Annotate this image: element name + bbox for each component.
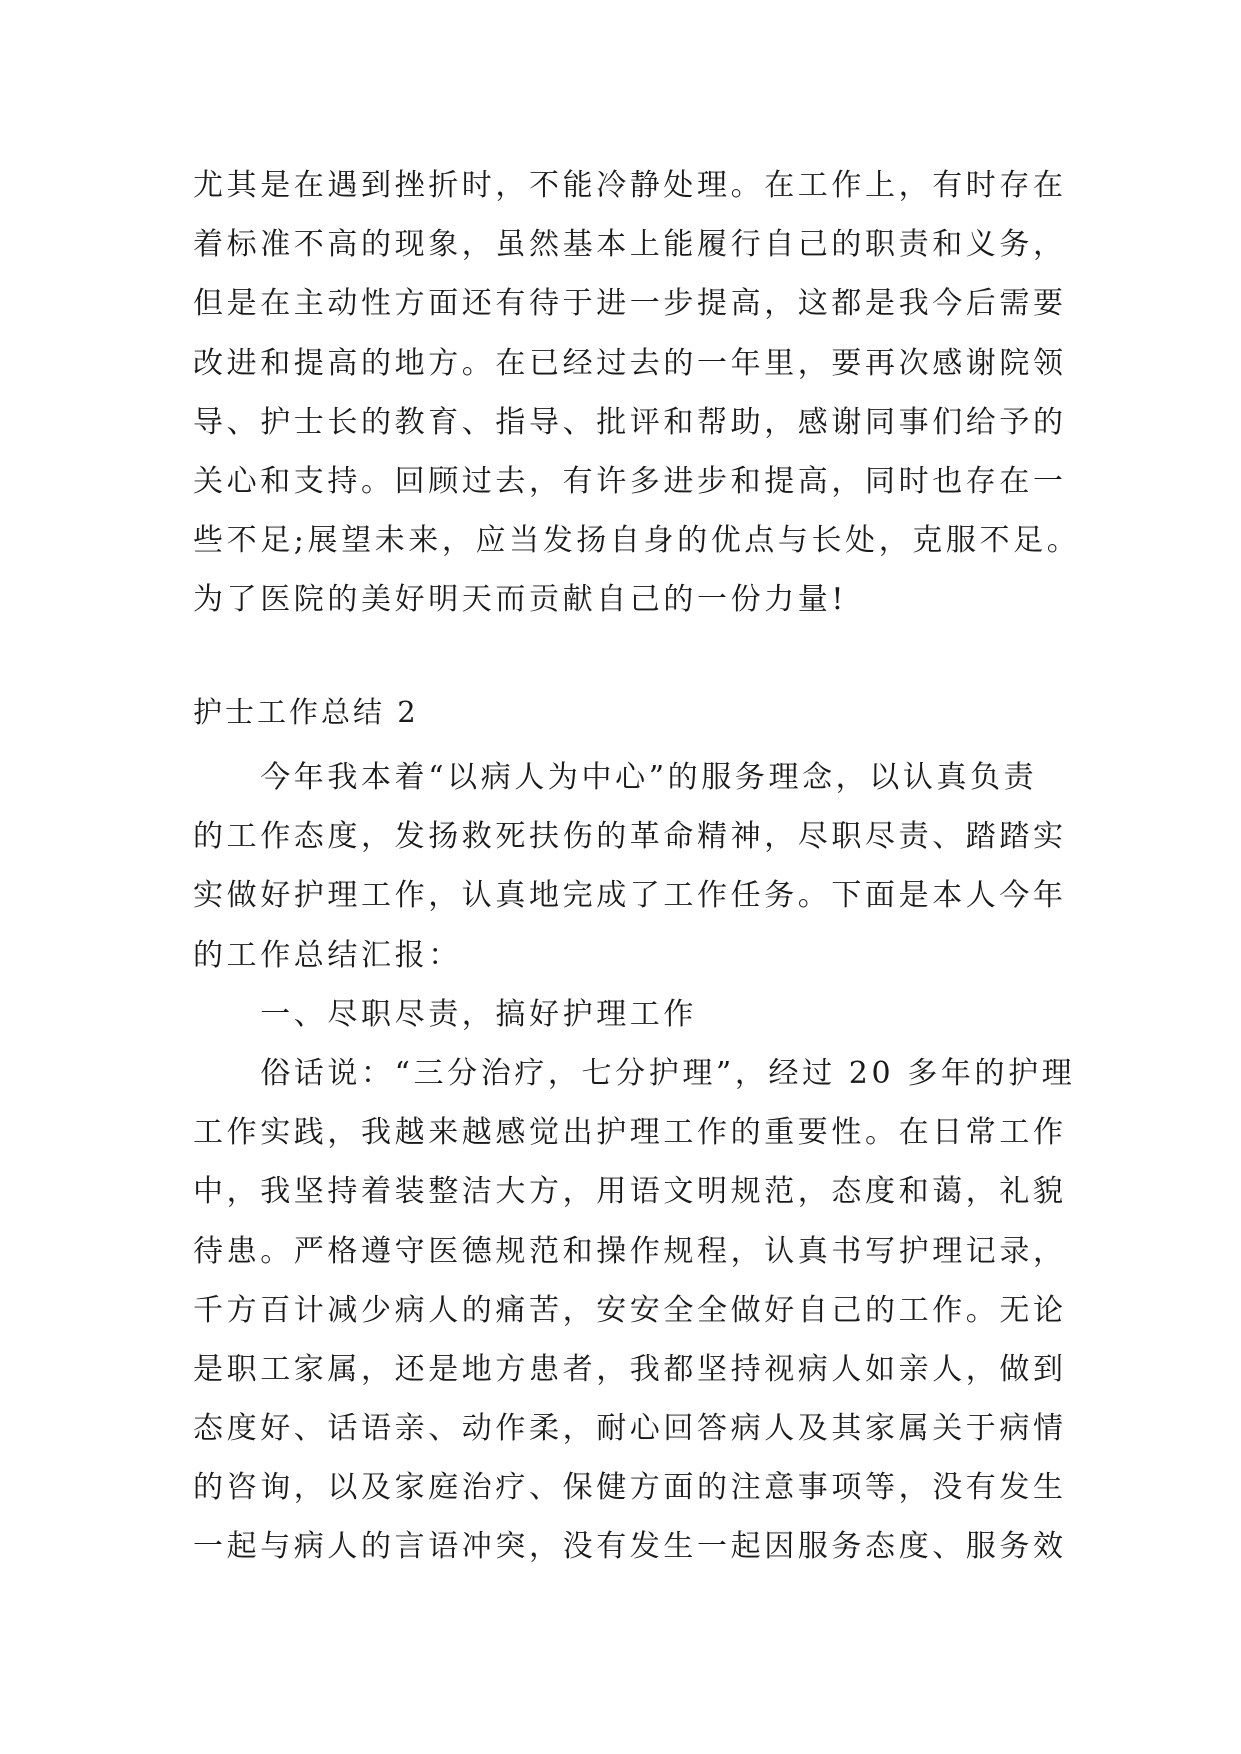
text-line: 尤其是在遇到挫折时，不能冷静处理。在工作上，有时存在	[193, 168, 1067, 203]
subheading-line: 一、尽职尽责，搞好护理工作	[193, 996, 697, 1032]
text-line: 实做好护理工作，认真地完成了工作任务。下面是本人今年	[193, 878, 1067, 914]
text-line: 的工作态度，发扬救死扶伤的革命精神，尽职尽责、踏踏实	[193, 819, 1067, 855]
section-title: 护士工作总结 2	[193, 695, 419, 729]
text-line: 工作实践，我越来越感觉出护理工作的重要性。在日常工作	[193, 1115, 1067, 1151]
text-line: 千方百计减少病人的痛苦，安安全全做好自己的工作。无论	[193, 1292, 1067, 1328]
text-line: 关心和支持。回顾过去，有许多进步和提高，同时也存在一	[193, 463, 1067, 499]
text-line: 导、护士长的教育、指导、批评和帮助，感谢同事们给予的	[193, 404, 1067, 440]
text-line: 一起与病人的言语冲突，没有发生一起因服务态度、服务效	[193, 1529, 1067, 1565]
text-line: 改进和提高的地方。在已经过去的一年里，要再次感谢院领	[193, 345, 1067, 381]
text-line: 俗话说：“三分治疗，七分护理”，经过 20 多年的护理	[193, 1055, 1076, 1091]
text-line: 是职工家属，还是地方患者，我都坚持视病人如亲人，做到	[193, 1351, 1067, 1387]
section-2-body	[193, 748, 1076, 1577]
text-line: 但是在主动性方面还有待于进一步提高，这都是我今后需要	[193, 286, 1067, 322]
text-line: 着标准不高的现象，虽然基本上能履行自己的职责和义务，	[193, 227, 1067, 263]
text-line: 的工作总结汇报：	[193, 937, 462, 973]
text-line: 的咨询，以及家庭治疗、保健方面的注意事项等，没有发生	[193, 1470, 1067, 1506]
text-line: 为了医院的美好明天而贡献自己的一份力量!	[193, 582, 848, 618]
text-line: 些不足;展望未来，应当发扬自身的优点与长处，克服不足。	[193, 523, 1081, 559]
text-line: 今年我本着“以病人为中心”的服务理念，以认真负责	[193, 760, 1038, 795]
section-1-body	[193, 156, 1081, 630]
text-line: 态度好、话语亲、动作柔，耐心回答病人及其家属关于病情	[193, 1411, 1067, 1447]
text-line: 待患。严格遵守医德规范和操作规程，认真书写护理记录，	[193, 1233, 1067, 1269]
text-line: 中，我坚持着装整洁大方，用语文明规范，态度和蔼，礼貌	[193, 1174, 1067, 1210]
